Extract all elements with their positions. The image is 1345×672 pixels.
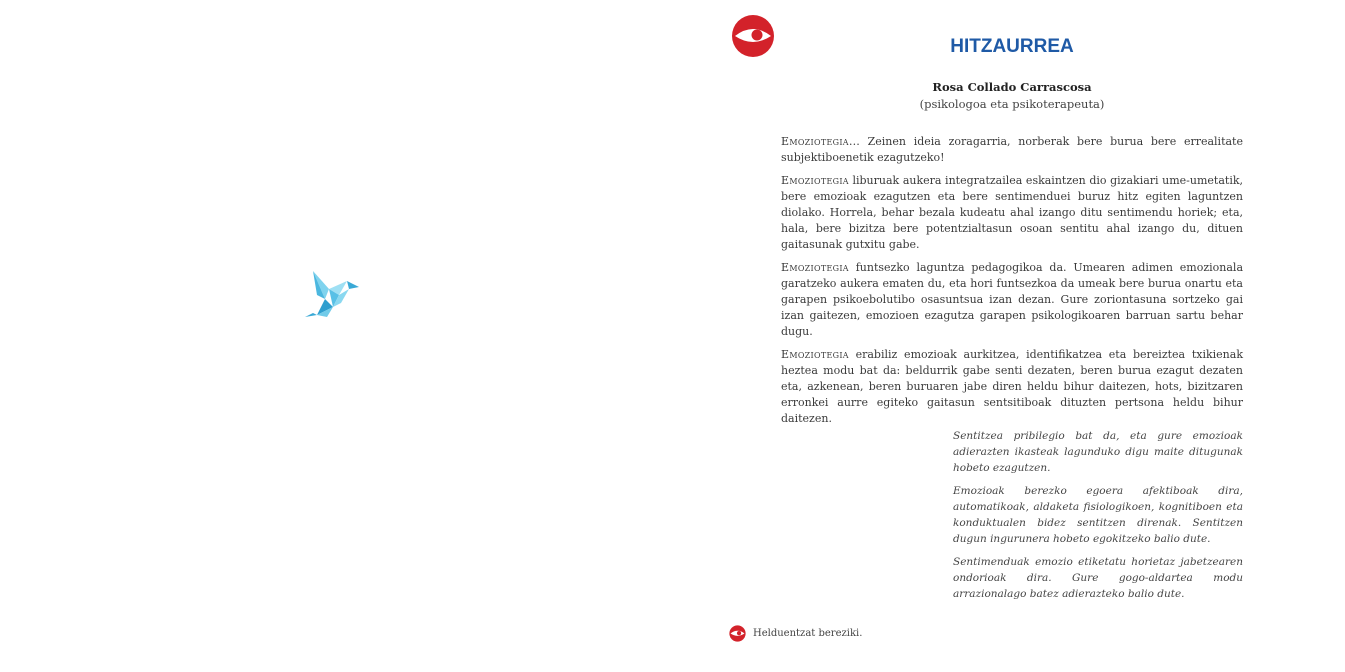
- author-name: Rosa Collado Carrascosa: [932, 80, 1092, 94]
- quotes-block: [953, 428, 1243, 609]
- origami-bird-icon: [303, 269, 361, 321]
- paragraph-text: funtsezko laguntza pedagogikoa da. Umearen adimen emozionala garatzeko aukera ematen du, eta hori funtsezkoa da umeak bere burua onartu eta garapen psikoebolutibo osasuntsua izan dezan. Gure zoriontasuna sortzeko gai izan gaitezen, emozioen ezagutza garapen psikologikoaren barruan sartu behar dugu.: [781, 261, 1243, 338]
- left-page: [0, 0, 672, 672]
- paragraph-text: … Zeinen ideia zoragarria, norberak bere burua bere errealitate subjektiboenetik ezagutzeko!: [781, 135, 1243, 164]
- author-role: (psikologoa eta psikoterapeuta): [919, 97, 1105, 111]
- quote: Sentitzea pribilegio bat da, eta gure emozioak adierazten ikasteak lagunduko digu maite ditugunak hobeto ezagutzen.: [953, 430, 1243, 474]
- paragraph: [781, 260, 1243, 340]
- paragraph: [781, 347, 1243, 427]
- paragraph: [781, 173, 1243, 253]
- paragraph: [781, 134, 1243, 166]
- eye-logo-small-icon: [729, 625, 746, 642]
- paragraph-lead: Emoziotegia: [781, 135, 849, 148]
- body-text: [781, 134, 1243, 434]
- paragraph-lead: Emoziotegia: [781, 348, 849, 361]
- page-title: HITZAURREA: [950, 36, 1074, 57]
- right-page: [672, 0, 1345, 672]
- eye-logo-icon: [731, 14, 775, 58]
- footer-note: [729, 624, 862, 642]
- footer-label: Helduentzat bereziki.: [753, 627, 863, 639]
- quote: Emozioak berezko egoera afektiboak dira, automatikoak, aldaketa fisiologikoen, kognitiboen eta konduktualen bidez sentitzen direnak. Sentitzen dugun ingurunera hobeto egokitzeko balio dute.: [953, 485, 1243, 545]
- paragraph-lead: Emoziotegia: [781, 261, 849, 274]
- paragraph-text: erabiliz emozioak aurkitzea, identifikatzea eta bereiztea txikienak heztea modu bat da: beldurrik gabe senti dezaten, beren burua ezagut dezaten eta, azkenean, beren buruaren jabe diren heldu bihur daitezen, hots, bizitzaren erronkei aurre egiteko gaitasun sentsitiboak dituzten pertsona heldu bihur daitezen.: [781, 348, 1243, 425]
- paragraph-text: liburuak aukera integratzailea eskaintzen dio gizakiari ume-umetatik, bere emozioak ezagutzen eta bere sentimenduei buruz hitz egiten laguntzen diolako. Horrela, behar bezala kudeatu ahal izango ditu sentimendu horiek; eta, hala, bere bizitza bere potentzialtasun osoan sentitu ahal izango du, dituen gaitasunak gutxitu gabe.: [781, 174, 1243, 251]
- paragraph-lead: Emoziotegia: [781, 174, 849, 187]
- quote: Sentimenduak emozio etiketatu horietaz jabetzearen ondorioak dira. Gure gogo-aldartea modu arrazionalago batez adierazteko balio dute.: [953, 556, 1243, 600]
